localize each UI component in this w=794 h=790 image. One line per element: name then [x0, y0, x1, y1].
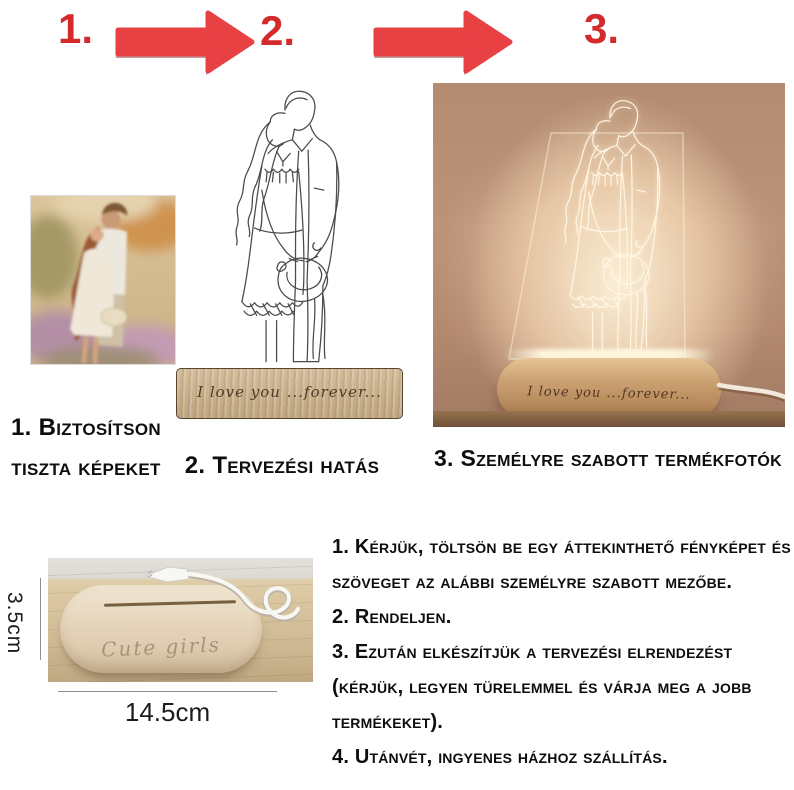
original-couple-photo [30, 195, 176, 365]
instruction-item: 1. Kérjük, töltsön be egy áttekinthető fényképet és szöveget az alábbi személyre szabott mezőbe. [332, 536, 791, 593]
instruction-item: 3. Ezután elkészítjük a tervezési elrendezést (kérjük, legyen türelemmel és várja meg a jobb termékeket). [332, 641, 752, 733]
arrow-right-icon [372, 8, 514, 76]
caption-step-3: 3. Személyre szabott termékfotók [433, 445, 783, 471]
sketch-wood-base [176, 368, 403, 419]
base-engraving-text: I love you ...forever... [527, 384, 691, 403]
width-dimension-line [58, 691, 277, 692]
step-number-2: 2. [260, 7, 296, 54]
caption-step-1: 1. Biztosítson tiszta képeket [11, 414, 161, 481]
caption-step-2: 2. Tervezési hatás [184, 452, 380, 479]
step-number-3: 3. [584, 5, 620, 52]
lamp-base-dimension-photo [48, 558, 313, 682]
instruction-list [332, 530, 794, 775]
finished-lamp-photo [433, 83, 785, 427]
wood-base-pill [60, 585, 262, 673]
couple-line-art [206, 85, 364, 369]
arrow-right-icon [114, 8, 256, 76]
instruction-item: 2. Rendeljen. [332, 606, 452, 628]
design-sketch-preview [176, 83, 404, 420]
base-engraving-text: I love you ...forever... [197, 383, 382, 401]
acrylic-slot [104, 600, 236, 606]
height-dimension-line [40, 578, 41, 660]
height-dimension-label: 3.5cm [3, 592, 26, 655]
instruction-item: 4. Utánvét, ingyenes házhoz szállítás. [332, 746, 668, 768]
table-surface [433, 411, 785, 427]
couple-line-art-lit [537, 95, 683, 357]
step-number-1: 1. [58, 5, 94, 52]
width-dimension-label: 14.5cm [124, 697, 211, 727]
base-engraving-text: Cute girls [100, 632, 222, 662]
